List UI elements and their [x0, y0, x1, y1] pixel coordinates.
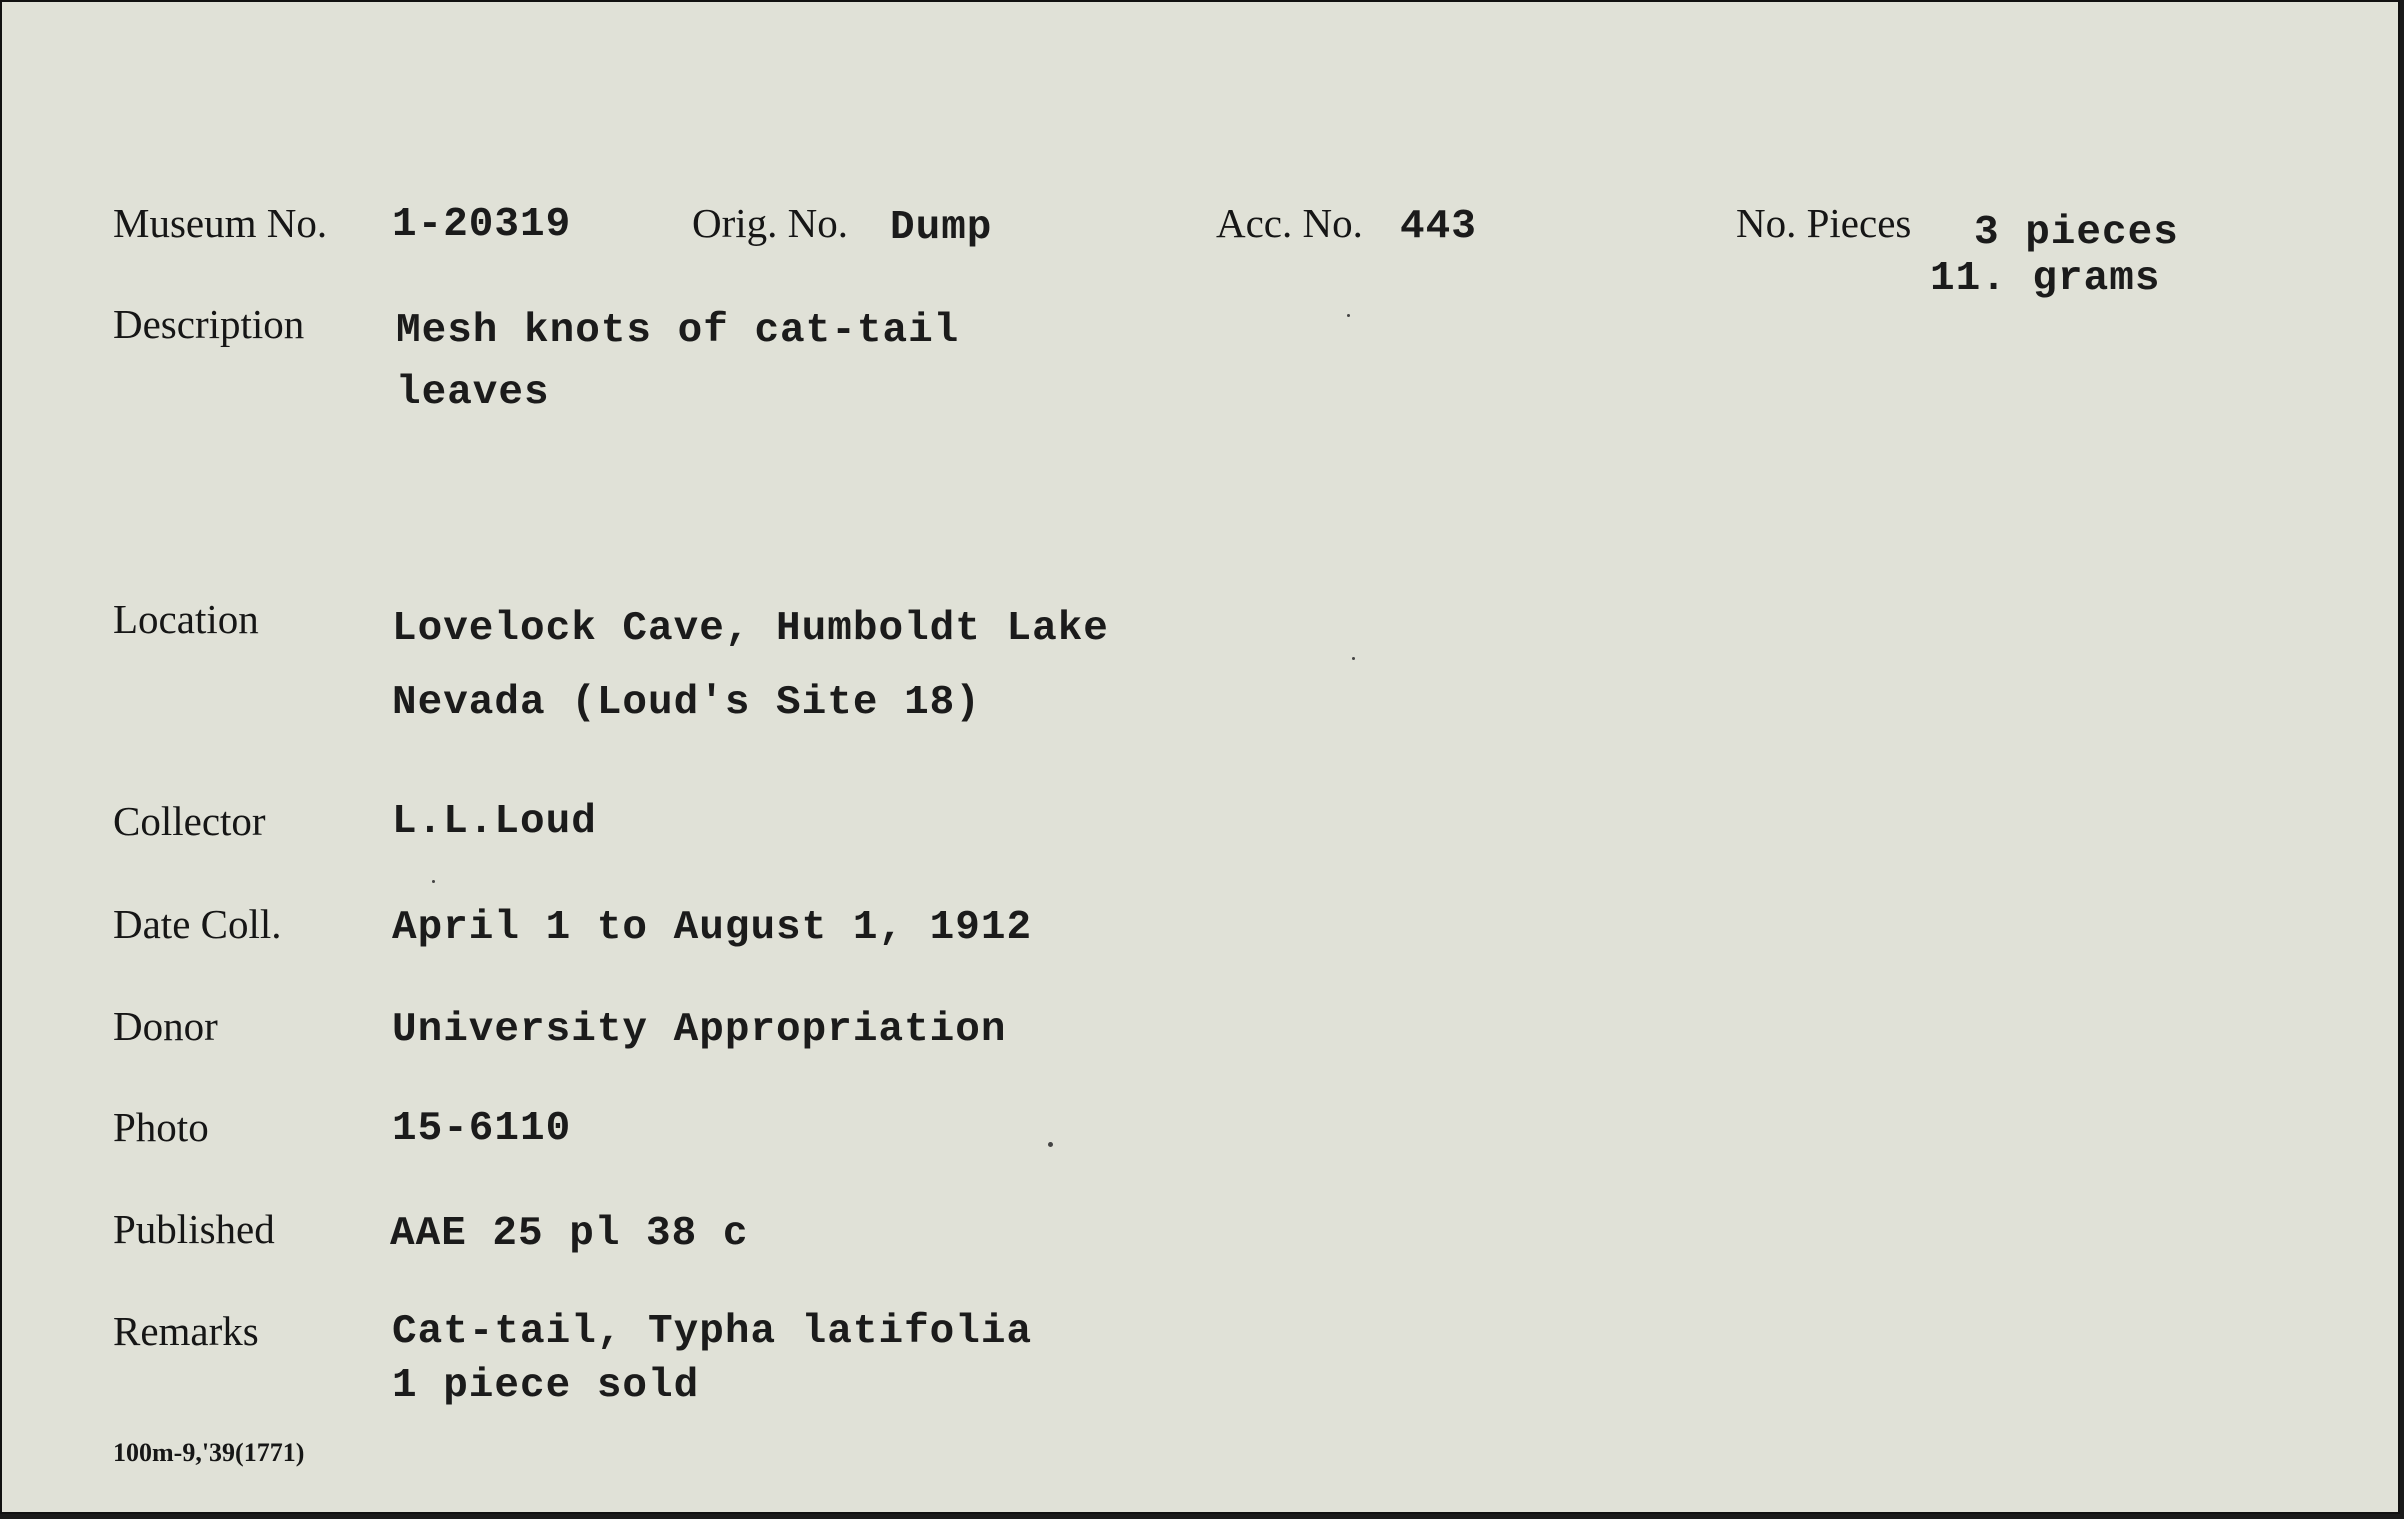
description-line-1: Mesh knots of cat-tail: [396, 308, 960, 354]
remarks-value: [392, 1305, 1032, 1413]
orig-no-value: Dump: [890, 205, 993, 251]
description-line-2: leaves: [396, 370, 550, 416]
orig-no-label: Orig. No.: [692, 200, 849, 246]
paper-speck: [1347, 314, 1350, 317]
paper-speck: [1352, 657, 1355, 660]
location-label: Location: [113, 596, 259, 642]
photo-value: 15-6110: [392, 1106, 572, 1152]
remarks-line-2: 1 piece sold: [392, 1363, 700, 1409]
location-value: [392, 592, 1109, 740]
no-pieces-label: No. Pieces: [1736, 200, 1912, 246]
museum-no-value: 1-20319: [392, 202, 572, 248]
published-value: AAE 25 pl 38 c: [390, 1211, 749, 1257]
photo-label: Photo: [113, 1104, 209, 1150]
weight-value: 11. grams: [1930, 256, 2161, 302]
museum-no-label: Museum No.: [113, 200, 328, 246]
paper-speck: [1048, 1142, 1053, 1147]
paper-speck: [432, 880, 435, 883]
acc-no-value: 443: [1400, 204, 1477, 250]
acc-no-label: Acc. No.: [1216, 200, 1363, 246]
published-label: Published: [113, 1206, 275, 1252]
description-label: Description: [113, 301, 305, 347]
location-line-1: Lovelock Cave, Humboldt Lake: [392, 606, 1109, 652]
donor-label: Donor: [113, 1003, 218, 1049]
collector-label: Collector: [113, 798, 266, 844]
remarks-label: Remarks: [113, 1308, 259, 1354]
no-pieces-value: 3 pieces: [1974, 210, 2179, 256]
donor-value: University Appropriation: [392, 1007, 1007, 1053]
form-code: 100m-9,'39(1771): [113, 1438, 305, 1467]
location-line-2: Nevada (Loud's Site 18): [392, 680, 981, 726]
description-value: [396, 300, 959, 424]
remarks-line-1: Cat-tail, Typha latifolia: [392, 1309, 1033, 1355]
date-coll-value: April 1 to August 1, 1912: [392, 905, 1033, 951]
collector-value: L.L.Loud: [392, 799, 597, 845]
date-coll-label: Date Coll.: [113, 901, 282, 947]
